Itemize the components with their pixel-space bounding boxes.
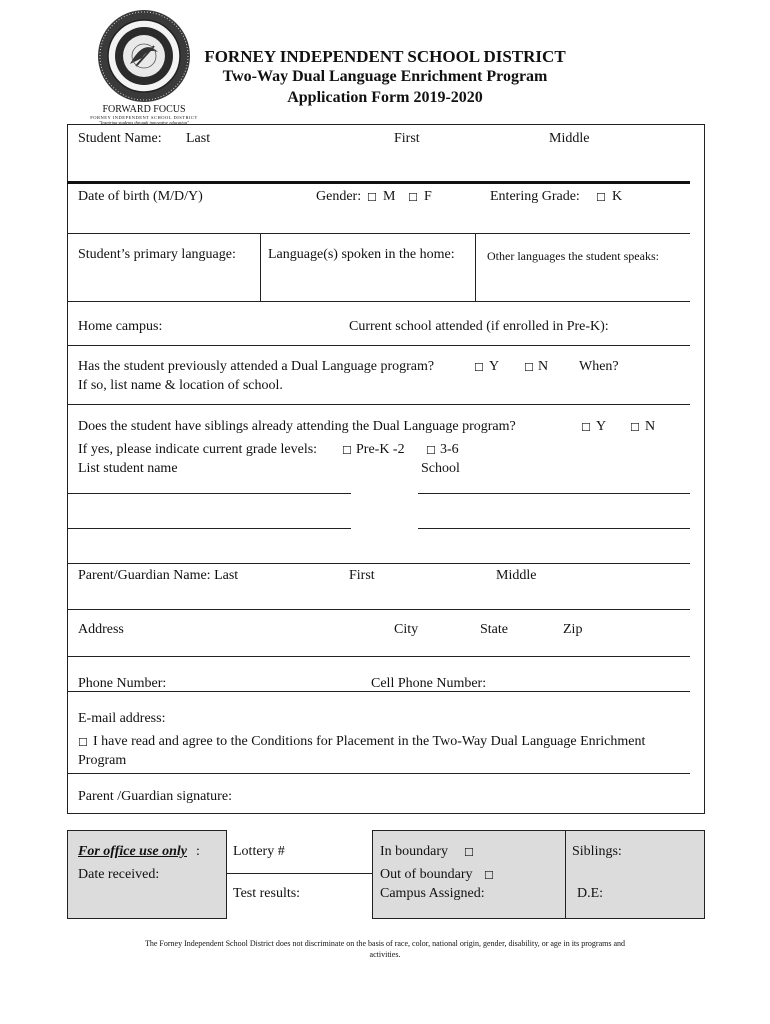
- grade-prek2-label: Pre-K -2: [356, 442, 405, 457]
- prev-dl-school-label: If so, list name & location of school.: [78, 378, 283, 393]
- out-of-boundary-checkbox[interactable]: ☐: [484, 869, 494, 882]
- cell-phone-label: Cell Phone Number:: [371, 676, 487, 691]
- grade-levels-label: If yes, please indicate current grade levels:: [78, 442, 318, 457]
- home-languages-label: Language(s) spoken in the home:: [268, 247, 455, 262]
- grade-k-checkbox[interactable]: ☐: [596, 191, 606, 204]
- parent-first-label: First: [349, 568, 375, 583]
- divider: [67, 233, 690, 234]
- state-label: State: [480, 622, 508, 637]
- divider: [67, 404, 690, 405]
- prev-dl-no-label: N: [538, 359, 549, 374]
- program-title: Two-Way Dual Language Enrichment Program: [222, 68, 548, 85]
- address-label: Address: [78, 622, 124, 637]
- nondiscrimination-notice-cont: activities.: [369, 950, 401, 959]
- district-title: FORNEY INDEPENDENT SCHOOL DISTRICT: [204, 47, 566, 66]
- signature-label: Parent /Guardian signature:: [78, 789, 232, 804]
- primary-language-label: Student’s primary language:: [78, 247, 236, 262]
- student-last-label: Last: [186, 131, 211, 146]
- prev-dl-question: Has the student previously attended a Dual Language program?: [78, 359, 435, 374]
- email-label: E-mail address:: [78, 711, 166, 726]
- siblings-no-checkbox[interactable]: ☐: [630, 421, 640, 434]
- de-label: D.E:: [577, 886, 604, 901]
- prev-dl-yes-label: Y: [489, 359, 500, 374]
- prev-dl-yes-checkbox[interactable]: ☐: [474, 361, 484, 374]
- grade-36-label: 3-6: [440, 442, 459, 457]
- divider: [67, 773, 690, 774]
- lottery-label: Lottery #: [233, 844, 285, 859]
- divider: [67, 301, 690, 302]
- test-results-label: Test results:: [233, 886, 301, 901]
- logo-district-text: FORNEY INDEPENDENT SCHOOL DISTRICT: [90, 115, 198, 120]
- gender-f-label: F: [424, 189, 432, 204]
- divider: [226, 873, 373, 874]
- office-use-label: For office use only: [78, 844, 188, 859]
- agree-text-cont: Program: [78, 753, 127, 768]
- divider: [67, 656, 690, 657]
- student-name-line[interactable]: [67, 493, 351, 494]
- parent-name-label: Parent/Guardian Name: Last: [78, 568, 239, 583]
- form-title: Application Form 2019-2020: [287, 89, 483, 106]
- agree-text: I have read and agree to the Conditions for Placement in the Two-Way Dual Language Enrichment: [93, 734, 646, 749]
- in-boundary-label: In boundary: [380, 844, 449, 859]
- dob-label: Date of birth (M/D/Y): [78, 189, 203, 204]
- grade-36-checkbox[interactable]: ☐: [426, 444, 436, 457]
- column-divider: [565, 830, 566, 919]
- siblings-no-label: N: [645, 419, 656, 434]
- gender-m-checkbox[interactable]: ☐: [367, 191, 377, 204]
- other-languages-label: Other languages the student speaks:: [487, 249, 659, 263]
- office-use-colon: :: [196, 844, 200, 859]
- agree-checkbox[interactable]: ☐: [78, 736, 88, 749]
- divider: [67, 609, 690, 610]
- school-line[interactable]: [418, 493, 690, 494]
- divider: [67, 345, 690, 346]
- phone-label: Phone Number:: [78, 676, 167, 691]
- campus-assigned-label: Campus Assigned:: [380, 886, 485, 901]
- student-middle-label: Middle: [549, 131, 590, 146]
- student-name-label: Student Name:: [78, 131, 162, 146]
- column-divider: [260, 233, 261, 301]
- gender-f-checkbox[interactable]: ☐: [408, 191, 418, 204]
- city-label: City: [394, 622, 419, 637]
- prev-dl-no-checkbox[interactable]: ☐: [524, 361, 534, 374]
- gender-label: Gender:: [316, 189, 362, 204]
- siblings-question: Does the student have siblings already attending the Dual Language program?: [78, 419, 516, 434]
- student-name-line[interactable]: [67, 528, 351, 529]
- column-divider: [475, 233, 476, 301]
- logo-tagline: "Inspiring students through innovative education": [98, 120, 190, 125]
- in-boundary-checkbox[interactable]: ☐: [464, 846, 474, 859]
- divider: [67, 563, 690, 564]
- parent-middle-label: Middle: [496, 568, 537, 583]
- out-of-boundary-label: Out of boundary: [380, 867, 473, 882]
- home-campus-label: Home campus:: [78, 319, 163, 334]
- siblings-yes-label: Y: [596, 419, 607, 434]
- list-student-name-label: List student name: [78, 461, 178, 476]
- grade-prek2-checkbox[interactable]: ☐: [342, 444, 352, 457]
- siblings-label: Siblings:: [572, 844, 622, 859]
- when-label: When?: [579, 359, 619, 374]
- date-received-label: Date received:: [78, 867, 160, 882]
- zip-label: Zip: [563, 622, 583, 637]
- divider: [67, 181, 690, 184]
- school-label: School: [421, 461, 460, 476]
- nondiscrimination-notice: The Forney Independent School District does not discriminate on the basis of race, color, national origin, gender, disability, or age in its programs and: [144, 939, 626, 948]
- logo-motto: FORWARD FOCUS: [102, 104, 186, 115]
- student-first-label: First: [394, 131, 420, 146]
- school-line[interactable]: [418, 528, 690, 529]
- grade-k-label: K: [612, 189, 623, 204]
- entering-grade-label: Entering Grade:: [490, 189, 580, 204]
- gender-m-label: M: [383, 189, 396, 204]
- siblings-yes-checkbox[interactable]: ☐: [581, 421, 591, 434]
- current-school-label: Current school attended (if enrolled in Pre-K):: [349, 319, 609, 334]
